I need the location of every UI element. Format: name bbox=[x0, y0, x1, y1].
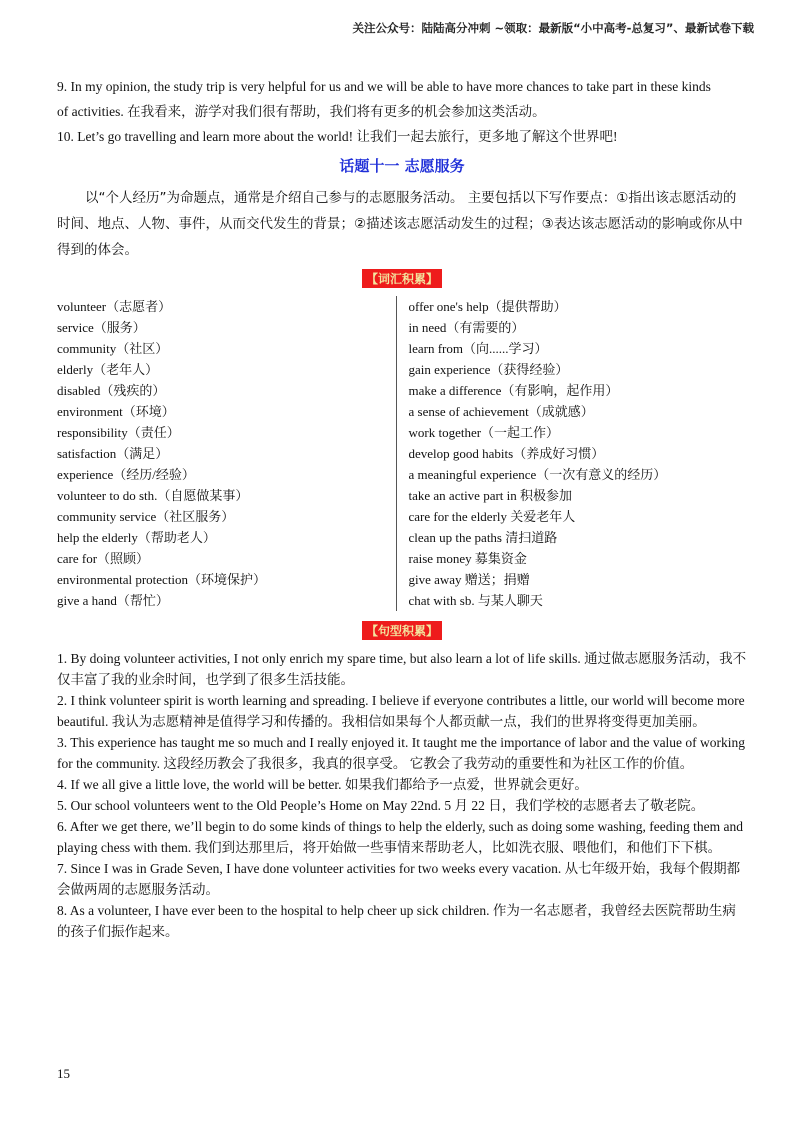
vocab-item: make a difference（有影响，起作用） bbox=[408, 383, 619, 398]
sentence-list bbox=[57, 648, 747, 942]
vocab-item: give away 赠送；捐赠 bbox=[408, 572, 530, 587]
sentence-item: 3. This experience has taught me so much and I really enjoyed it. It taught me the importance of labor and the value of working for the community. 这段经历教会了我很多，我真的很享受。 它教会了我劳动的重要性和为社区工作的价值。 bbox=[57, 735, 746, 771]
sentence-item: 4. If we all give a little love, the world will be better. 如果我们都给予一点爱，世界就会更好。 bbox=[57, 777, 588, 792]
page-header: 关注公众号：陆陆高分冲刺 ~领取：最新版“小中高考-总复习”、最新试卷下载 bbox=[352, 21, 754, 35]
text-line: 10. Let’s go travelling and learn more about the world! 让我们一起去旅行，更多地了解这个世界吧! bbox=[57, 129, 618, 144]
vocab-left-column bbox=[57, 296, 396, 611]
vocab-item: experience（经历/经验） bbox=[57, 467, 195, 482]
page-content bbox=[57, 76, 747, 942]
vocab-item: raise money 募集资金 bbox=[408, 551, 527, 566]
vocab-table bbox=[57, 296, 747, 611]
vocab-item: learn from（向......学习） bbox=[408, 341, 548, 356]
vocab-item: environmental protection（环境保护） bbox=[57, 572, 267, 587]
vocab-item: responsibility（责任） bbox=[57, 425, 180, 440]
vocab-item: offer one's help（提供帮助） bbox=[408, 299, 567, 314]
vocab-section-tag: 【词汇积累】 bbox=[362, 269, 442, 288]
topic-title: 话题十一 志愿服务 bbox=[339, 157, 465, 175]
vocab-item: community（社区） bbox=[57, 341, 169, 356]
vocab-item: in need（有需要的） bbox=[408, 320, 525, 335]
vocab-item: care for the elderly 关爱老年人 bbox=[408, 509, 576, 524]
sentence-item: 7. Since I was in Grade Seven, I have done volunteer activities for two weeks every vacation. 从七年级开始，我每个假期都会做两周的志愿服务活动。 bbox=[57, 861, 741, 897]
vocab-right-column bbox=[396, 296, 748, 611]
vocab-item: a meaningful experience（一次有意义的经历） bbox=[408, 467, 667, 482]
vocab-item: volunteer to do sth.（自愿做某事） bbox=[57, 488, 249, 503]
vocab-item: volunteer（志愿者） bbox=[57, 299, 172, 314]
text-line: 9. In my opinion, the study trip is very helpful for us and we will be able to have more chances to take part in these kinds bbox=[57, 79, 711, 94]
vocab-item: develop good habits（养成好习惯） bbox=[408, 446, 605, 461]
vocab-item: gain experience（获得经验） bbox=[408, 362, 569, 377]
vocab-item: work together（一起工作） bbox=[408, 425, 560, 440]
vocab-item: clean up the paths 清扫道路 bbox=[408, 530, 558, 545]
sentence-item: 6. After we get there, we’ll begin to do some kinds of things to help the elderly, such as doing some washing, feeding them and playing chess with them. 我们到达那里后，将开始做一些事情来帮助老人，比如洗衣服、喂他们，和他们下下棋。 bbox=[57, 819, 743, 855]
intro-paragraph: 以“个人经历”为命题点，通常是介绍自己参与的志愿服务活动。 主要包括以下写作要点：①指出该志愿活动的时间、地点、人物、事件，从而交代发生的背景；②描述该志愿活动发生的过程；③表达该志愿活动的影响或你从中得到的体会。 bbox=[57, 190, 743, 258]
sentence-item: 2. I think volunteer spirit is worth learning and spreading. I believe if everyone contributes a little, our world will become more beautiful. 我认为志愿精神是值得学习和传播的。我相信如果每个人都贡献一点，我们的世界将变得更加美丽。 bbox=[57, 693, 745, 729]
vocab-item: community service（社区服务） bbox=[57, 509, 235, 524]
vocab-item: a sense of achievement（成就感） bbox=[408, 404, 594, 419]
sentence-item: 5. Our school volunteers went to the Old People’s Home on May 22nd. 5 月 22 日，我们学校的志愿者去了敬老院。 bbox=[57, 798, 705, 813]
text-line: of activities. 在我看来，游学对我们很有帮助，我们将有更多的机会参加这类活动。 bbox=[57, 104, 546, 119]
vocab-item: chat with sb. 与某人聊天 bbox=[408, 593, 543, 608]
page-number: 15 bbox=[57, 1066, 70, 1081]
sentence-item: 8. As a volunteer, I have ever been to the hospital to help cheer up sick children. 作为一名志愿者，我曾经去医院帮助生病的孩子们振作起来。 bbox=[57, 903, 736, 939]
vocab-item: satisfaction（满足） bbox=[57, 446, 169, 461]
vocab-item: take an active part in 积极参加 bbox=[408, 488, 573, 503]
vocab-item: care for（照顾） bbox=[57, 551, 150, 566]
vocab-item: elderly（老年人） bbox=[57, 362, 159, 377]
vocab-item: help the elderly（帮助老人） bbox=[57, 530, 216, 545]
vocab-item: environment（环境） bbox=[57, 404, 175, 419]
vocab-item: disabled（残疾的） bbox=[57, 383, 166, 398]
vocab-item: service（服务） bbox=[57, 320, 146, 335]
vocab-item: give a hand（帮忙） bbox=[57, 593, 169, 608]
sentence-item: 1. By doing volunteer activities, I not only enrich my spare time, but also learn a lot of life skills. 通过做志愿服务活动，我不仅丰富了我的业余时间，也学到了很多生活技能。 bbox=[57, 651, 747, 687]
sentence-section-tag: 【句型积累】 bbox=[362, 621, 442, 640]
